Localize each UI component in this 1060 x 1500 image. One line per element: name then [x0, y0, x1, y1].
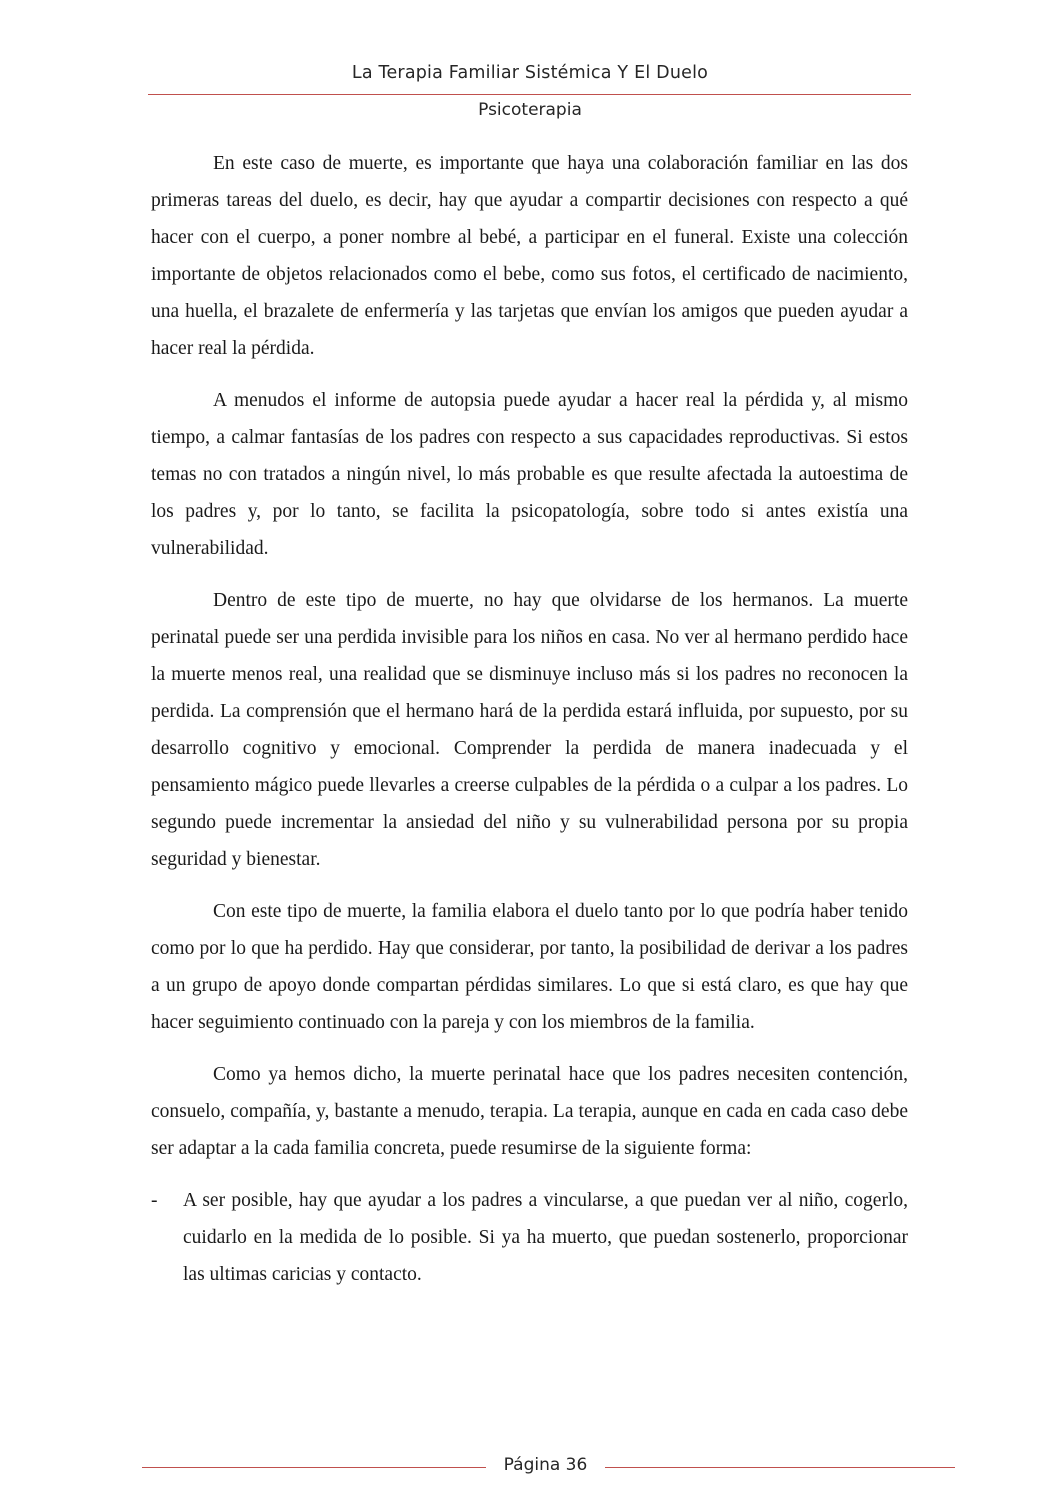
paragraph-1: En este caso de muerte, es importante que haya una colaboración familiar en las dos primeras tareas del duelo, es decir, hay que ayudar a compartir decisiones con respecto a qué hacer con el cuerpo, a poner nombre al bebé, a participar en el funeral. Existe una colección importante de objetos relacionados como el bebe, como sus fotos, el certificado de nacimiento, una huella, el brazalete de enfermería y las tarjetas que envían los amigos que pueden ayudar a hacer real la pérdida. — [151, 153, 908, 359]
paragraph-3: Dentro de este tipo de muerte, no hay que olvidarse de los hermanos. La muerte perinatal puede ser una perdida invisible para los niños en casa. No ver al hermano perdido hace la muerte menos real, una realidad que se disminuye incluso más si los padres no reconocen la perdida. La comprensión que el hermano hará de la perdida estará influida, por supuesto, por su desarrollo cognitivo y emocional. Comprender la perdida de manera inadecuada y el pensamiento mágico puede llevarles a creerse culpables de la pérdida o a culpar a los padres. Lo segundo puede incrementar la ansiedad del niño y su vulnerabilidad persona por su propia seguridad y bienestar. — [151, 590, 908, 870]
page-body — [151, 145, 908, 1293]
list-item — [151, 1182, 908, 1293]
paragraph-2: A menudos el informe de autopsia puede ayudar a hacer real la pérdida y, al mismo tiempo, a calmar fantasías de los padres con respecto a sus capacidades reproductivas. Si estos temas no con tratados a ningún nivel, lo más probable es que resulte afectada la autoestima de los padres y, por lo tanto, se facilita la psicopatología, sobre todo si antes existía una vulnerabilidad. — [151, 390, 908, 559]
list-item-text: A ser posible, hay que ayudar a los padres a vincularse, a que puedan ver al niño, cogerlo, cuidarlo en la medida de lo posible. Si ya ha muerto, que puedan sostenerlo, proporcionar las ultimas caricias y contacto. — [183, 1190, 908, 1285]
running-header-title: La Terapia Familiar Sistémica Y El Duelo — [351, 63, 709, 83]
paragraph-4: Con este tipo de muerte, la familia elabora el duelo tanto por lo que podría haber tenido como por lo que ha perdido. Hay que considerar, por tanto, la posibilidad de derivar a los padres a un grupo de apoyo donde compartan pérdidas similares. Lo que si está claro, es que hay que hacer seguimiento continuado con la pareja y con los miembros de la familia. — [151, 901, 908, 1033]
running-header-subtitle: Psicoterapia — [478, 100, 582, 120]
bullet-dash: - — [151, 1190, 158, 1211]
footer-divider-left — [142, 1467, 486, 1468]
page-number: Página 36 — [503, 1455, 588, 1475]
header-divider — [148, 94, 911, 95]
paragraph-5: Como ya hemos dicho, la muerte perinatal hace que los padres necesiten contención, consuelo, compañía, y, bastante a menudo, terapia. La terapia, aunque en cada en cada caso debe ser adaptar a la cada familia concreta, puede resumirse de la siguiente forma: — [151, 1064, 908, 1159]
footer-divider-right — [605, 1467, 955, 1468]
